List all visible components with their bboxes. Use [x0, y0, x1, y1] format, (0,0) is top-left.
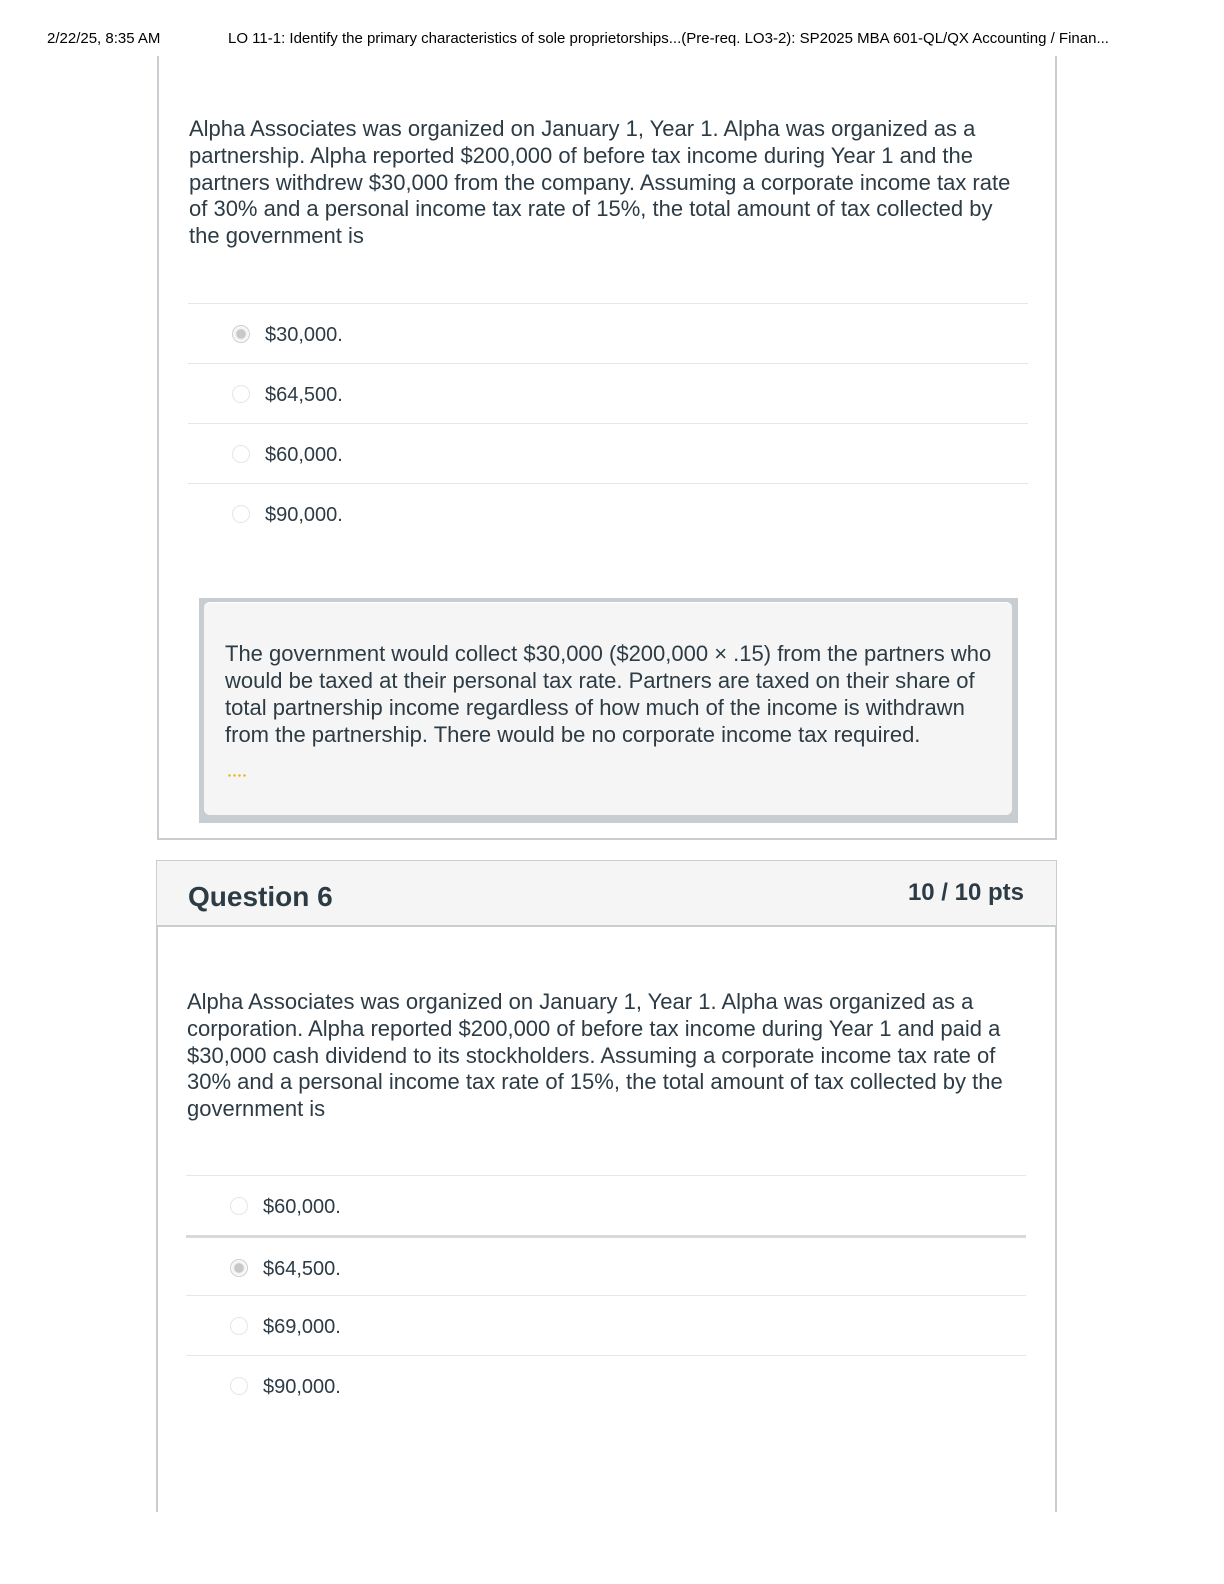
- print-header: [0, 30, 1224, 50]
- answer-label: $69,000.: [263, 1316, 341, 1338]
- answer-label: $60,000.: [265, 444, 343, 466]
- answer-option[interactable]: [186, 1175, 1026, 1235]
- radio-button-selected[interactable]: [232, 325, 250, 343]
- answer-option[interactable]: [188, 303, 1028, 363]
- answer-option[interactable]: [186, 1235, 1026, 1295]
- answer-label: $64,500.: [265, 384, 343, 406]
- radio-button[interactable]: [232, 505, 250, 523]
- feedback-comment-text: The government would collect $30,000 ($200,000 × .15) from the partners who would be taxed at their personal tax rate. Partners are taxed on their share of total partnership income regardless of how much of the income is withdrawn from the partnership. There would be no corporate income tax required.: [225, 641, 992, 747]
- answer-option[interactable]: [186, 1355, 1026, 1415]
- print-page-title: LO 11-1: Identify the primary characteristics of sole proprietorships...(Pre-req. LO3-2): SP2025 MBA 601-QL/QX Accounting / Finan...: [228, 30, 1109, 47]
- print-date: 2/22/25, 8:35 AM: [47, 30, 161, 47]
- spellcheck-underline: [227, 774, 246, 777]
- question-5-text: Alpha Associates was organized on January 1, Year 1. Alpha was organized as a partnership. Alpha reported $200,000 of before tax income during Year 1 and the partners withdrew $30,000 from the company. Assuming a corporate income tax rate of 30% and a personal income tax rate of 15%, the total amount of tax collected by the government is: [189, 116, 1011, 249]
- answer-label: $90,000.: [265, 504, 343, 526]
- radio-button-selected[interactable]: [230, 1259, 248, 1277]
- answer-option[interactable]: [188, 483, 1028, 543]
- answer-label: $30,000.: [265, 324, 343, 346]
- radio-button[interactable]: [230, 1197, 248, 1215]
- radio-button[interactable]: [232, 385, 250, 403]
- answer-label: $64,500.: [263, 1258, 341, 1280]
- radio-button[interactable]: [232, 445, 250, 463]
- question-6-text: Alpha Associates was organized on January 1, Year 1. Alpha was organized as a corporation. Alpha reported $200,000 of before tax income during Year 1 and paid a $30,000 cash dividend to its stockholders. Assuming a corporate income tax rate of 30% and a personal income tax rate of 15%, the total amount of tax collected by the government is: [187, 989, 1003, 1122]
- answer-option[interactable]: [186, 1295, 1026, 1355]
- radio-button[interactable]: [230, 1317, 248, 1335]
- question-5-answers: [188, 303, 1028, 543]
- feedback-comment-box: [204, 602, 1012, 815]
- radio-button[interactable]: [230, 1377, 248, 1395]
- answer-label: $90,000.: [263, 1376, 341, 1398]
- answer-option[interactable]: [188, 363, 1028, 423]
- question-6-answers: [186, 1175, 1026, 1415]
- feedback-comment-frame: [199, 598, 1018, 823]
- answer-label: $60,000.: [263, 1196, 341, 1218]
- question-6-header: [156, 860, 1057, 927]
- question-points: 10 / 10 pts: [907, 879, 1024, 906]
- answer-option[interactable]: [188, 423, 1028, 483]
- question-title: Question 6: [188, 881, 333, 912]
